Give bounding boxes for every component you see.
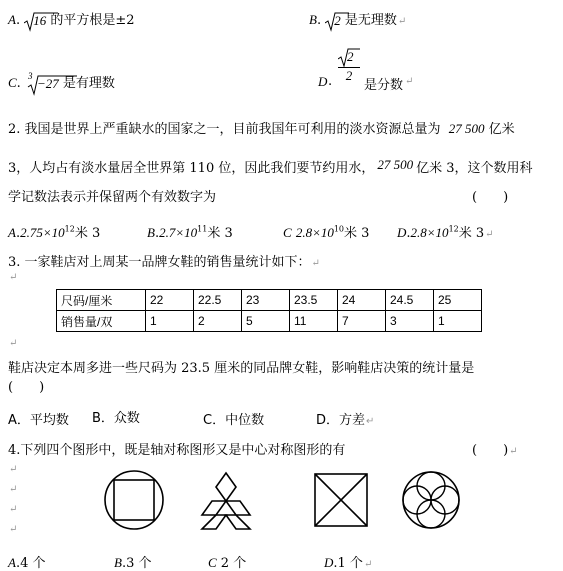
table-cell: 1 [146,311,194,332]
four-petal-circle-figure [401,470,461,530]
table-cell: 7 [338,311,386,332]
sqrt-symbol [24,12,46,28]
three-rhombus-figure [196,471,256,531]
option-text: 是无理数 [344,13,397,28]
q2-line-1: 2. 我国是世界上严重缺水的国家之一，目前我国年可利用的淡水资源总量为 27 500 亿米 [8,121,515,137]
table-cell: 22.5 [194,290,242,311]
q3-option-a: A．平均数 [8,413,69,428]
cube-root-symbol [25,71,59,91]
q3-option-c: C．中位数 [203,413,265,428]
square-diagonals-figure [313,472,369,528]
option-letter: C [8,75,17,90]
q1-option-a: A. 16 的平方根是±2 [8,12,135,28]
numerator-radicand: 2 [347,49,354,64]
answer-bracket: ( ) [8,380,45,395]
radicand: −27 [36,76,59,91]
q3-stem: 3. 一家鞋店对上周某一品牌女鞋的销售量统计如下：↵ [8,255,320,270]
number: 27 500 [377,157,414,172]
q4-option-d: D.1 个↵ [324,555,373,571]
radicand: 16 [33,13,47,28]
q2-option-a: $A.2.75\times 10^{12}$米 3 [8,224,101,241]
q2-line-3: 学记数法表示并保留两个有效数字为 [8,190,217,205]
table-cell: 5 [242,311,290,332]
table-cell: 23 [242,290,290,311]
table-cell: 1 [434,311,482,332]
radicand: 2 [334,13,341,28]
fraction [338,48,362,84]
table-row [57,311,482,332]
table-cell: 24.5 [386,290,434,311]
row-header: 尺码/厘米 [57,290,146,311]
root-index: 3 [27,71,33,81]
number: 27 500 [448,121,485,136]
table-cell: 23.5 [290,290,338,311]
q1-option-c: C. 3 −27 是有理数 [8,72,115,91]
circle-square-figure [103,469,165,531]
q1-option-b: B. 2 是无理数↵ [309,12,407,28]
option-letter: D [318,74,328,89]
table-cell: 3 [386,311,434,332]
table-cell: 22 [146,290,194,311]
option-letter: B [309,12,317,27]
q3-option-b: B．众数 [92,411,140,426]
sqrt-symbol [338,48,354,64]
q4-option-c: C 2 个 [208,555,247,571]
option-text: 是分数 [364,78,404,93]
q2-option-c: C $2.8\times 10^{10}$米 3 [283,224,370,241]
q3-follow-up: 鞋店决定本周多进一些尺码为 23.5 厘米的同品牌女鞋，影响鞋店决策的统计量是 [8,361,475,376]
table-row [57,290,482,311]
q3-option-d: D．方差↵ [316,413,375,428]
q4-stem: 4.下列四个图形中，既是轴对称图形又是中心对称图形的有 [8,443,346,458]
q2-option-b: $B.2.7\times 10^{11}$米 3 [147,224,233,241]
answer-bracket: ( )↵ [472,443,518,458]
table-cell: 24 [338,290,386,311]
denominator: 2 [345,68,353,83]
option-letter: A [8,12,16,27]
q2-option-d: $D.2.8\times 10^{12}$米 3↵ [397,224,494,241]
shoe-sales-table [56,289,482,332]
q4-option-b: B.3 个 [114,555,152,571]
answer-bracket: ( ) [472,190,509,205]
q2-line-2: 3，人均占有淡水量居全世界第 110 位，因此我们要节约用水， 27 500 亿米 3，这个数用科 [8,157,533,176]
option-text: 的平方根是±2 [50,13,135,28]
table-cell: 11 [290,311,338,332]
table-cell: 25 [434,290,482,311]
option-text: 是有理数 [62,76,115,91]
q4-option-a: A.4 个 [8,555,46,571]
sqrt-symbol [325,12,341,28]
table-cell: 2 [194,311,242,332]
row-header: 销售量/双 [57,311,146,332]
